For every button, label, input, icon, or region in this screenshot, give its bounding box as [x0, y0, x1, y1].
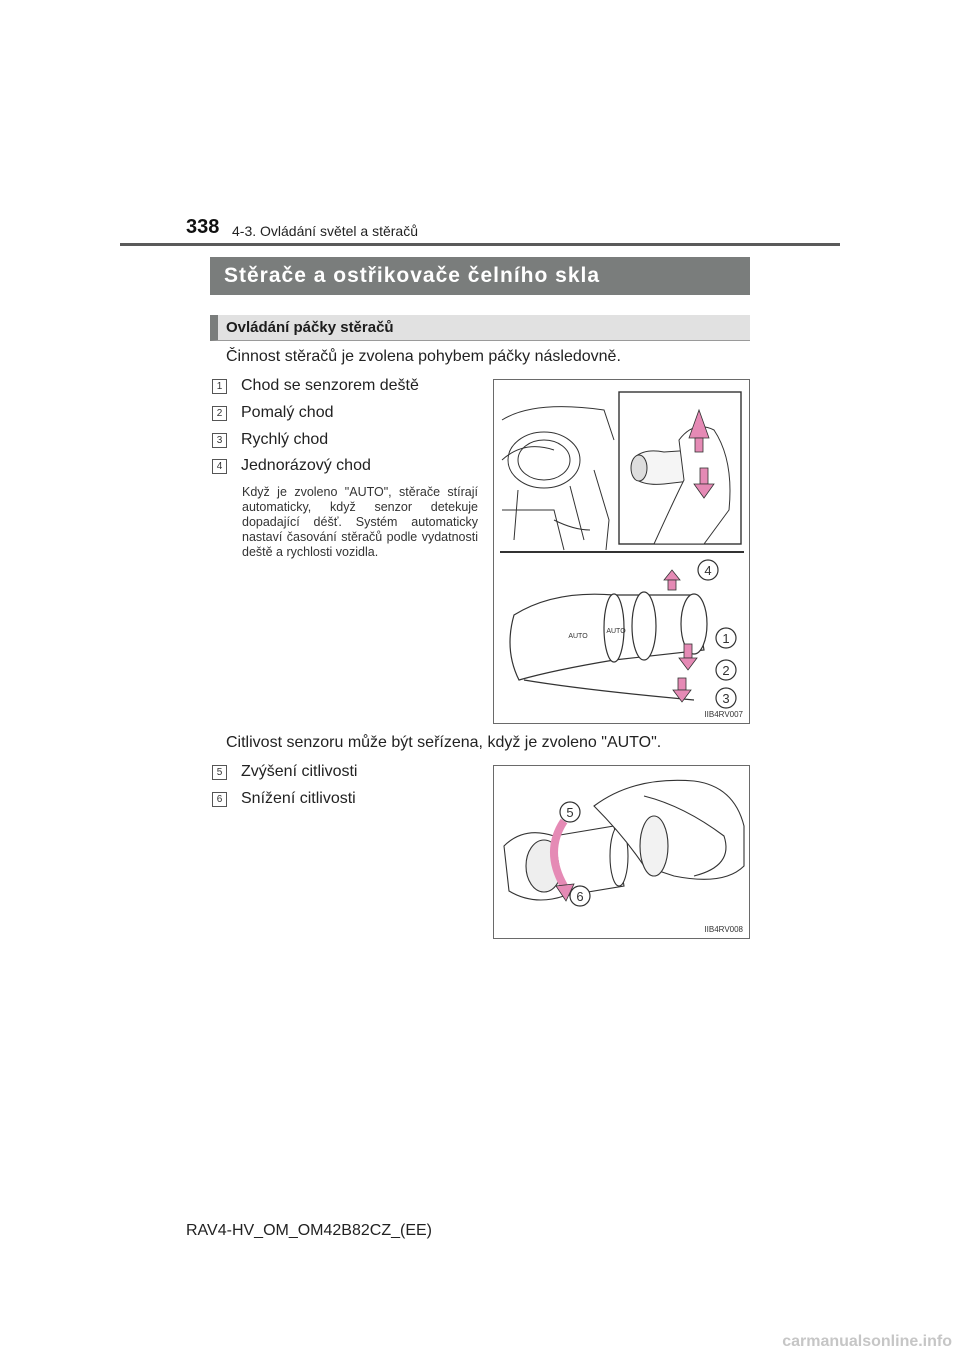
callout-2: 2	[722, 663, 730, 678]
switch-label-auto-ring: AUTO	[606, 628, 626, 635]
callout-4: 4	[704, 563, 712, 578]
item-number: 5	[212, 765, 227, 780]
callout-5: 5	[566, 805, 574, 820]
footer-doc-id: RAV4-HV_OM_OM42B82CZ_(EE)	[186, 1222, 432, 1239]
item-number: 3	[212, 433, 227, 448]
list-item	[212, 376, 419, 396]
callout-6: 6	[576, 889, 584, 904]
chapter-title: 4-3. Ovládání světel a stěračů	[232, 223, 418, 239]
figure-code: IIB4RV008	[704, 925, 743, 934]
item-label: Snížení citlivosti	[241, 790, 356, 807]
list-item	[212, 430, 328, 450]
section-title: Stěrače a ostřikovače čelního skla	[210, 257, 750, 295]
item-number: 1	[212, 379, 227, 394]
watermark: carmanualsonline.info	[782, 1333, 952, 1350]
list-item	[212, 789, 356, 809]
item-number: 6	[212, 792, 227, 807]
sensitivity-illustration	[494, 766, 751, 940]
item-number: 2	[212, 406, 227, 421]
subsection-title: Ovládání páčky stěračů	[210, 315, 750, 341]
item-number: 4	[212, 459, 227, 474]
intro-text: Činnost stěračů je zvolena pohybem páčky následovně.	[226, 348, 621, 365]
item-label: Pomalý chod	[241, 404, 334, 421]
header-rule	[120, 243, 840, 246]
list-item	[212, 403, 334, 423]
sensitivity-text: Citlivost senzoru může být seřízena, když je zvoleno "AUTO".	[226, 734, 662, 751]
item-label: Chod se senzorem deště	[241, 377, 419, 394]
item-label: Jednorázový chod	[241, 457, 371, 474]
note-text: Když je zvoleno "AUTO", stěrače stírají automaticky, když senzor detekuje dopadající déšť. Systém automaticky nastaví časování stěračů podle vydatnosti deště a rychlosti vozidla.	[242, 485, 478, 559]
figure-code: IIB4RV007	[704, 710, 743, 719]
page-number: 338	[186, 216, 220, 238]
switch-label-auto: AUTO	[568, 633, 588, 640]
wiper-lever-illustration	[494, 380, 751, 725]
callout-1: 1	[722, 631, 730, 646]
list-item	[212, 456, 371, 476]
item-label: Zvýšení citlivosti	[241, 763, 358, 780]
item-label: Rychlý chod	[241, 431, 329, 448]
callout-3: 3	[722, 691, 730, 706]
figure-sensitivity-ring	[493, 765, 750, 939]
figure-wiper-lever	[493, 379, 750, 724]
list-item	[212, 762, 357, 782]
